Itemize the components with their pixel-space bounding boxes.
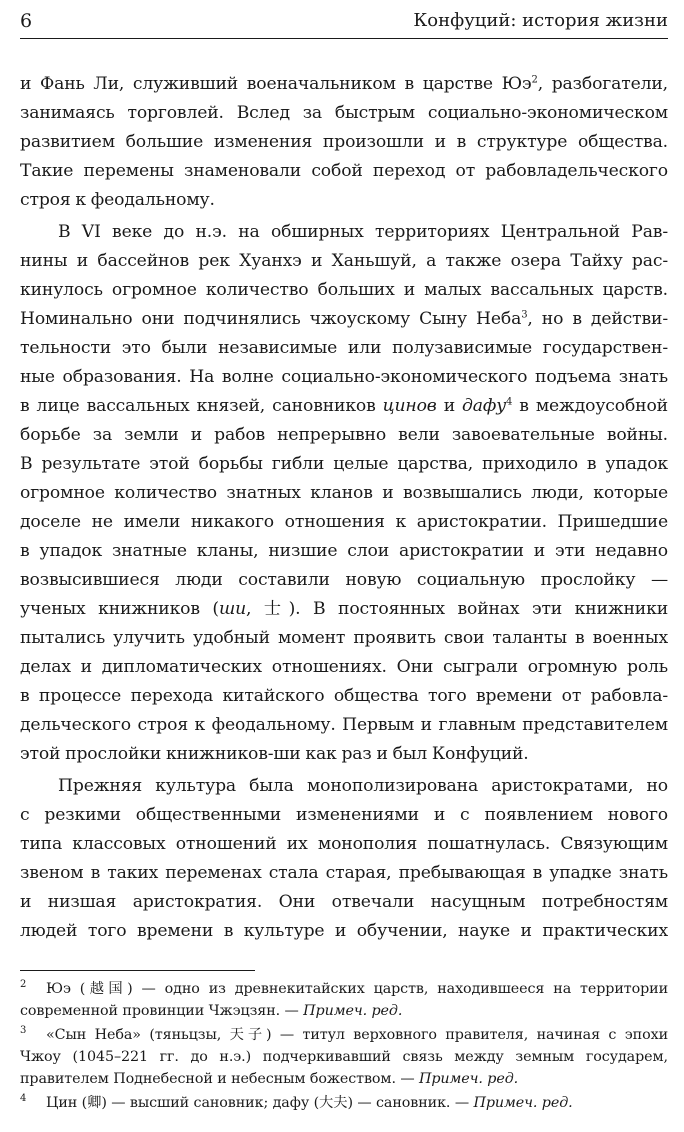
text-line: в упадок знатные кланы, низшие слои аристократии и эти недавно: [20, 541, 668, 561]
text-line: и Фань Ли, служивший военачальником в царстве $Юэ^2$, разбогатели,: [20, 74, 668, 94]
text-line: дельческого строя к феодальному. Первым и главным представителем: [20, 715, 668, 735]
footnote-line: «Сын Неба» (тяньцзы, 天子) — титул верховного правителя, начиная с эпохи: [46, 1027, 668, 1043]
footnote-number: 3: [20, 1025, 27, 1036]
text-line: звеном в таких переменах стала старая, пребывающая в упадке знать: [20, 863, 668, 883]
text-line: в лице вассальных князей, сановников цинов и дафу$^4$ в междоусобной: [20, 396, 668, 416]
text-line: людей того времени в культуре и обучении, науке и практических: [20, 921, 668, 941]
text-line: ученых книжников (ши, 士). В постоянных войнах эти книжники: [20, 599, 668, 619]
footnotes: [20, 978, 668, 1114]
text-line: в процессе перехода китайского общества того времени от рабовла-: [20, 686, 668, 706]
text-line: В VI веке до н.э. на обширных территориях Центральной Рав-: [58, 222, 668, 242]
text-line: возвысившиеся люди составили новую социальную прослойку —: [20, 570, 668, 590]
text-line: ные образования. На волне социально-экономического подъема знать: [20, 367, 668, 387]
footnote-3: [20, 1024, 668, 1090]
body-text: [20, 70, 668, 946]
footnote-divider: [20, 970, 255, 971]
footnote-number: 2: [20, 979, 27, 990]
text-line: делах и дипломатических отношениях. Они сыграли огромную роль: [20, 657, 668, 677]
text-line: этой прослойки книжников-ши как раз и был Конфуций.: [20, 744, 529, 764]
text-line: развитием большие изменения произошли и в структуре общества.: [20, 132, 668, 152]
paragraph: [20, 70, 668, 215]
footnote-number: 4: [20, 1093, 27, 1104]
footnote-line: современной провинции Чжэцзян. — Примеч. ред.: [20, 1003, 403, 1019]
text-line: В результате этой борьбы гибли целые царства, приходило в упадок: [20, 454, 668, 474]
page-number: 6: [20, 10, 33, 32]
text-line: с резкими общественными изменениями и с появлением нового: [20, 805, 668, 825]
text-line: тельности это были независимые или полузависимые государствен-: [20, 338, 668, 358]
text-line: нины и бассейнов рек Хуанхэ и Ханьшуй, а также озера Тайху рас-: [20, 251, 668, 271]
page-header: [20, 4, 668, 39]
paragraph: [20, 772, 668, 946]
text-line: строя к феодальному.: [20, 190, 215, 210]
text-line: и низшая аристократия. Они отвечали насущным потребностям: [20, 892, 668, 912]
text-line: Номинально они подчинялись чжоускому Сыну Неба$^3$, но в действи-: [20, 309, 668, 329]
footnote-line: Юэ (越国) — одно из древнекитайских царств, находившееся на территории: [46, 981, 668, 997]
footnote-ref[interactable]: 3: [521, 309, 528, 321]
text-line: Прежняя культура была монополизирована аристократами, но: [58, 776, 668, 796]
footnote-ref[interactable]: 2: [531, 74, 538, 86]
footnote-2: [20, 978, 668, 1022]
paragraph: [20, 218, 668, 769]
text-line: типа классовых отношений их монополия пошатнулась. Связующим: [20, 834, 668, 854]
footnote-line: Чжоу (1045–221 гг. до н.э.) подчеркивавший связь между земным государем,: [20, 1049, 668, 1065]
footnote-ref[interactable]: 4: [506, 396, 513, 408]
text-line: пытались улучить удобный момент проявить свои таланты в военных: [20, 628, 668, 648]
text-line: кинулось огромное количество больших и малых вассальных царств.: [20, 280, 668, 300]
text-line: доселе не имели никакого отношения к аристократии. Пришедшие: [20, 512, 668, 532]
footnote-line: правителем Поднебесной и небесным божеством. — Примеч. ред.: [20, 1071, 519, 1087]
text-line: огромное количество знатных кланов и возвышались люди, которые: [20, 483, 668, 503]
text-line: занимаясь торговлей. Вслед за быстрым социально-экономическом: [20, 103, 668, 123]
footnote-4: [20, 1092, 668, 1114]
text-line: борьбе за земли и рабов непрерывно вели завоевательные войны.: [20, 425, 668, 445]
footnote-line: Цин (卿) — высший сановник; дафу (大夫) — сановник. — Примеч. ред.: [46, 1095, 573, 1111]
running-title: Конфуций: история жизни: [413, 10, 668, 31]
text-line: Такие перемены знаменовали собой переход от рабовладельческого: [20, 161, 668, 181]
